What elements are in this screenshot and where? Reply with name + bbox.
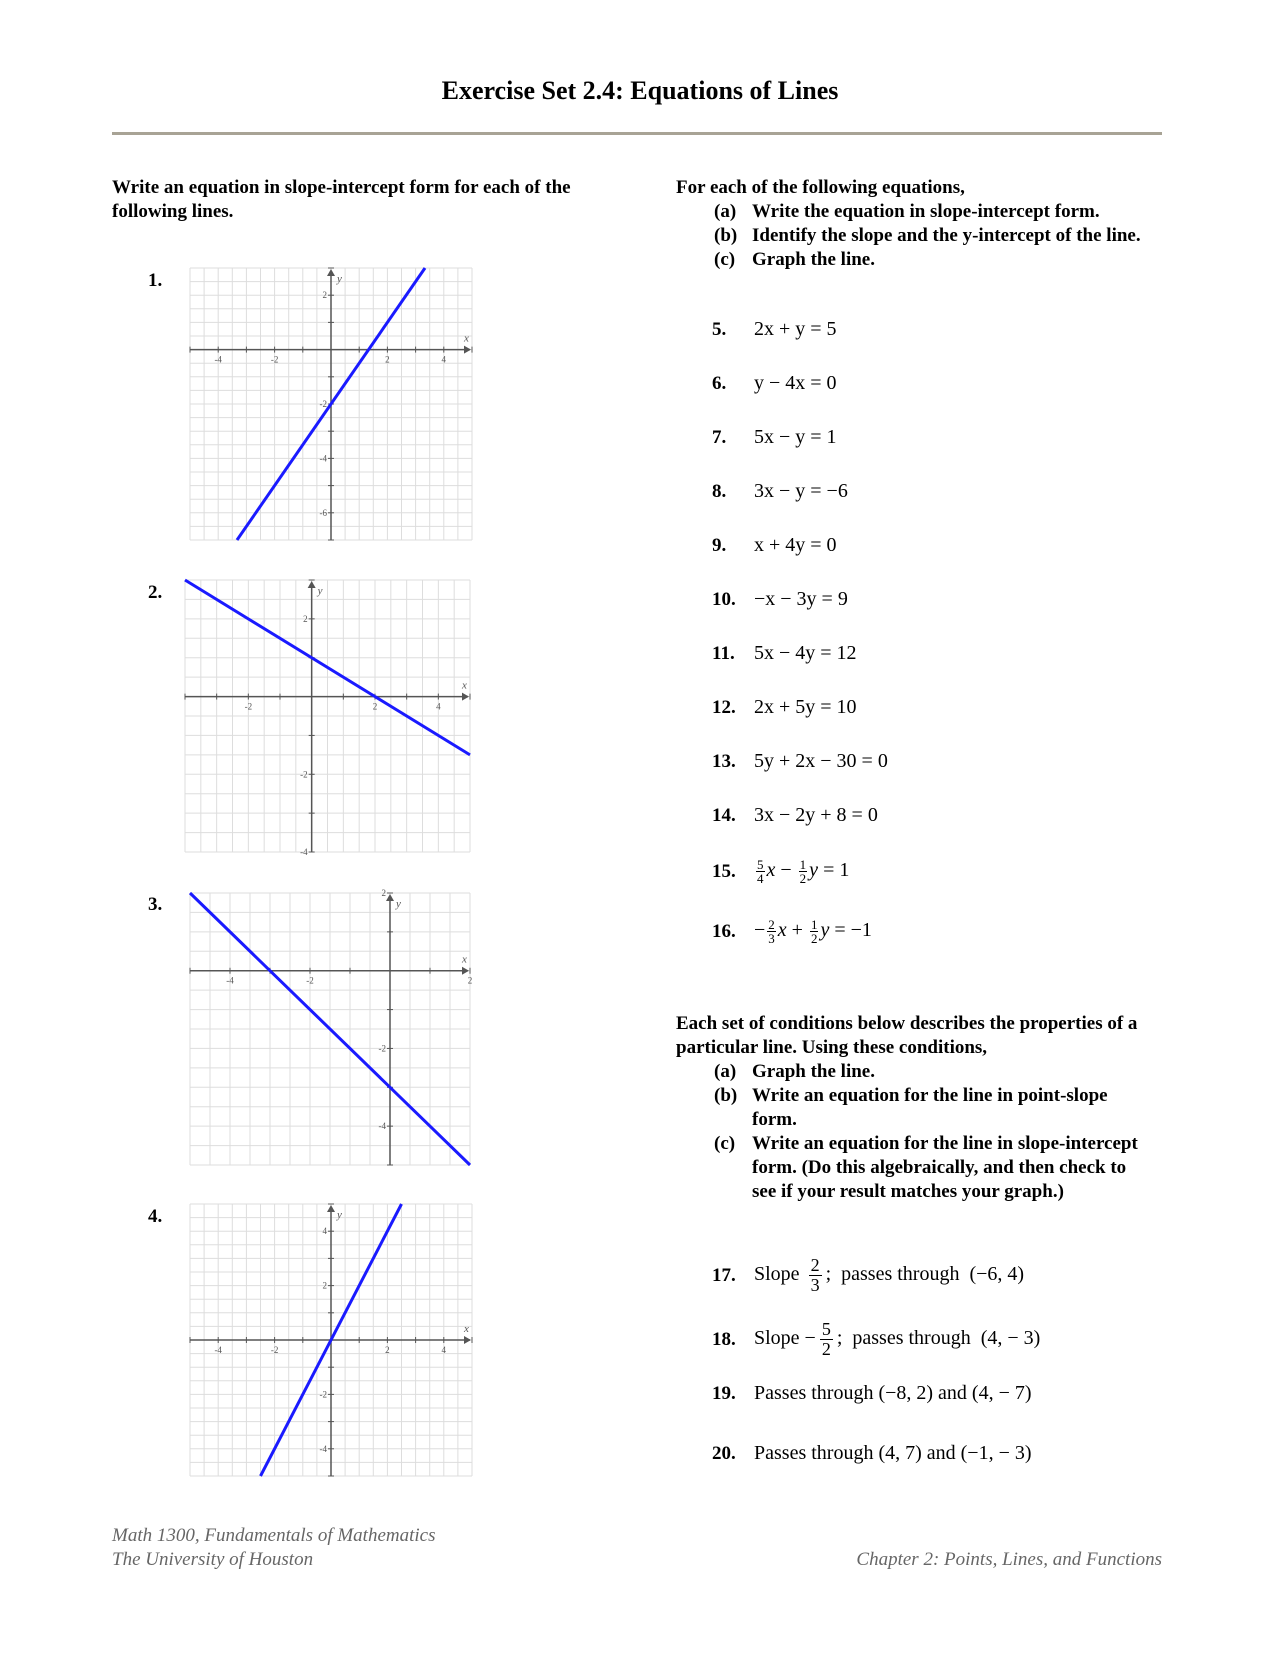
equation-item: [712, 534, 837, 557]
footer-left: [112, 1524, 436, 1572]
y-tick-label: -4: [378, 1121, 386, 1132]
x-axis-label: x: [464, 1323, 469, 1335]
conditions-instructions: [676, 1012, 1146, 1204]
x-tick-label: -2: [270, 354, 279, 365]
equation-item: [712, 372, 837, 395]
x-tick-label: -4: [214, 1345, 222, 1355]
left-instructions: Write an equation in slope-intercept form for each of the following lines.: [112, 177, 571, 222]
item-text: Graph the line.: [752, 249, 875, 270]
equation-text: 3x − 2y + 8 = 0: [754, 804, 878, 826]
equation-item: [712, 750, 888, 773]
y-axis-label: y: [337, 273, 342, 285]
x-tick-label: -2: [270, 1345, 279, 1355]
x-tick-label: 4: [441, 1345, 447, 1355]
x-tick-label: 2: [385, 354, 390, 365]
equation-text: 2x + 5y = 10: [754, 696, 857, 718]
condition-item: [712, 1256, 1024, 1295]
condition-text: Passes through (−8, 2) and (4, − 7): [754, 1382, 1032, 1404]
x-axis-arrow: [464, 346, 471, 354]
equation-text: x + 4y = 0: [754, 534, 837, 556]
x-tick-label: -2: [244, 701, 253, 712]
graph-4: [190, 1204, 472, 1476]
condition-text: Slope − $\frac{5}{2}$ ; passes through (4, − 3): [754, 1319, 1041, 1359]
problem-number: 15.: [712, 860, 736, 882]
equation-item: [712, 642, 857, 665]
x-tick-label: -4: [214, 354, 222, 365]
problem-number: 12.: [712, 696, 736, 718]
footer-university: The University of Houston: [112, 1549, 314, 1570]
y-tick-label: -4: [319, 453, 327, 464]
problem-number: 17.: [712, 1264, 736, 1286]
problem-number: 13.: [712, 750, 736, 772]
y-tick-label: 2: [381, 888, 386, 898]
equation-text: 5x − 4y = 12: [754, 642, 857, 664]
instructions-lead: Each set of conditions below describes the properties of a particular line. Using these conditions,: [676, 1013, 1138, 1058]
graph-number: 1.: [148, 270, 163, 291]
problem-number: 5.: [712, 318, 727, 340]
equation-text: −x − 3y = 9: [754, 588, 848, 610]
y-tick-label: -4: [319, 1443, 327, 1454]
x-tick-label: 4: [436, 701, 441, 712]
x-tick-label: -2: [306, 975, 314, 986]
problem-number: 7.: [712, 426, 727, 448]
y-axis-arrow: [327, 269, 335, 276]
problem-number: 19.: [712, 1382, 736, 1404]
y-tick-label: 4: [322, 1226, 327, 1237]
problem-number: 20.: [712, 1442, 736, 1464]
item-text: Write an equation for the line in slope-intercept form. (Do this algebraically, and then check to see if your result matches your graph.): [752, 1133, 1138, 1202]
x-axis-arrow: [462, 693, 469, 701]
item-label: (a): [714, 201, 737, 222]
equation-text: y − 4x = 0: [754, 372, 837, 394]
item-label: (b): [714, 225, 738, 246]
problem-number: 9.: [712, 534, 727, 556]
equation-item: [712, 480, 848, 503]
condition-item: [712, 1320, 1040, 1359]
problem-number: 6.: [712, 372, 727, 394]
condition-item: [712, 1442, 1032, 1465]
item-label: (c): [714, 1133, 736, 1154]
graph-2: [185, 580, 470, 857]
problem-number: 14.: [712, 804, 736, 826]
equation-text: − $\frac{2}{3}$ x + $\frac{1}{2}$ y = −1: [754, 917, 872, 946]
problem-number: 10.: [712, 588, 736, 610]
x-tick-label: 2: [372, 701, 378, 712]
equation-item: [712, 858, 849, 885]
problem-number: 8.: [712, 480, 727, 502]
condition-item: [712, 1382, 1032, 1405]
condition-text: Slope $\frac{2}{3}$ ; passes through (−6, 4): [754, 1255, 1025, 1295]
problem-number: 16.: [712, 920, 736, 942]
equation-text: 5x − y = 1: [754, 426, 837, 448]
item-label: (a): [714, 1061, 737, 1082]
x-axis-label: x: [462, 953, 467, 966]
y-axis-label: y: [317, 585, 323, 597]
equation-text: 3x − y = −6: [754, 480, 848, 502]
x-axis-label: x: [462, 679, 467, 692]
y-axis-label: y: [337, 1209, 342, 1221]
x-axis-arrow: [462, 967, 469, 975]
title-divider: [112, 132, 1162, 135]
condition-text: Passes through (4, 7) and (−1, − 3): [754, 1442, 1032, 1464]
y-tick-label: -2: [300, 769, 308, 780]
y-tick-label: -6: [319, 507, 327, 518]
x-tick-label: -4: [226, 975, 234, 986]
y-tick-label: 2: [322, 1280, 327, 1291]
equation-text: $\frac{5}{4}$ x − $\frac{1}{2}$ y = 1: [757, 857, 850, 886]
graph-number: 3.: [148, 894, 163, 915]
y-axis-arrow: [308, 581, 316, 588]
problem-number: 11.: [712, 642, 735, 664]
instructions-lead: For each of the following equations,: [676, 177, 965, 198]
footer-course: Math 1300, Fundamentals of Mathematics: [112, 1525, 436, 1546]
item-label: (c): [714, 249, 736, 270]
graph-number: 2.: [148, 582, 163, 603]
x-axis-arrow: [464, 1336, 471, 1344]
equation-item: [712, 426, 837, 449]
y-tick-label: 2: [322, 290, 327, 301]
y-tick-label: 2: [303, 613, 308, 624]
item-label: (b): [714, 1085, 738, 1106]
item-text: Write an equation for the line in point-slope form.: [752, 1085, 1108, 1130]
equation-item: [712, 318, 837, 341]
equation-text: 5y + 2x − 30 = 0: [754, 750, 888, 772]
equation-item: [712, 804, 878, 827]
graph-number: 4.: [148, 1206, 163, 1227]
y-tick-label: -2: [378, 1043, 386, 1054]
x-axis-label: x: [464, 332, 469, 345]
y-tick-label: -2: [319, 399, 327, 409]
x-tick-label: 2: [385, 1345, 390, 1355]
equation-item: [712, 696, 857, 719]
y-tick-label: -4: [300, 847, 308, 857]
equations-instructions: [676, 176, 1146, 272]
item-text: Write the equation in slope-intercept form.: [752, 201, 1100, 222]
graph-1: [190, 268, 472, 540]
item-text: Identify the slope and the y-intercept of the line.: [752, 225, 1141, 246]
y-tick-label: -2: [319, 1389, 327, 1400]
y-axis-arrow: [386, 894, 394, 901]
equation-text: 2x + y = 5: [754, 318, 837, 340]
graph-3: [190, 888, 473, 1165]
page-title: Exercise Set 2.4: Equations of Lines: [441, 76, 839, 105]
equation-item: [712, 918, 872, 945]
x-tick-label: 4: [441, 354, 447, 365]
footer-chapter: Chapter 2: Points, Lines, and Functions: [856, 1549, 1162, 1570]
item-text: Graph the line.: [752, 1061, 875, 1082]
x-tick-label: 2: [467, 975, 473, 986]
y-axis-arrow: [327, 1205, 335, 1212]
problem-number: 18.: [712, 1328, 736, 1350]
y-axis-label: y: [396, 898, 401, 910]
equation-item: [712, 588, 848, 611]
